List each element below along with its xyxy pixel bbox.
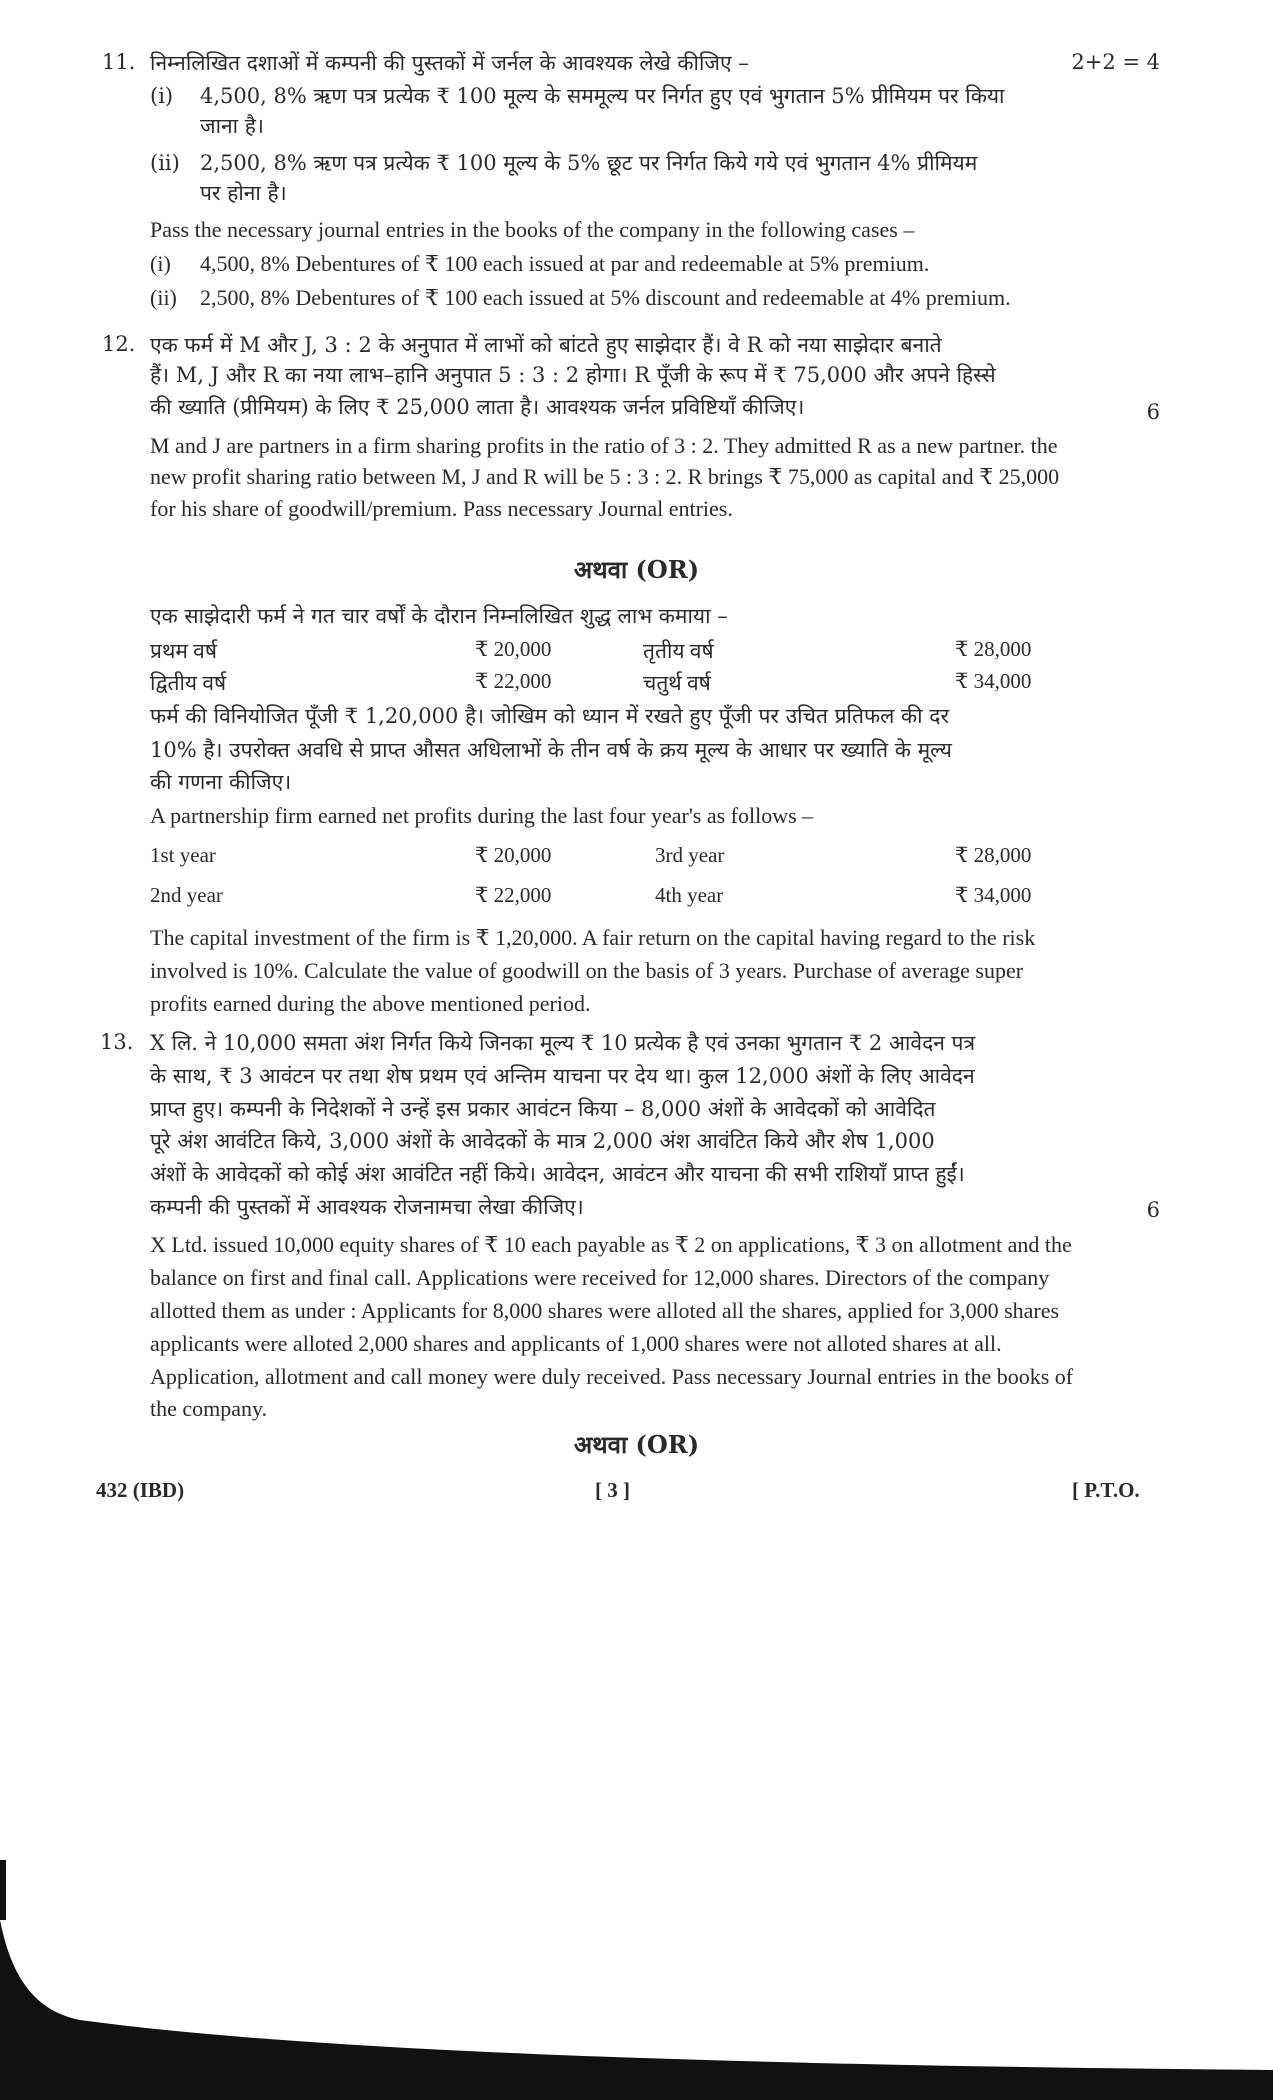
table-cell: 2nd year xyxy=(150,883,223,907)
table-cell: ₹ 28,000 xyxy=(955,637,1032,661)
or-en-stem: A partnership firm earned net profits during the last four year's as follows – xyxy=(150,803,814,828)
question-en-text: M and J are partners in a firm sharing profits in the ratio of 3 : 2. They admitted R as a new partner. the xyxy=(150,433,1058,458)
question-hi-text: अंशों के आवेदकों को कोई अंश आवंटित नहीं किये। आवेदन, आवंटन और याचना की सभी राशियाँ प्राप्त हुईं। xyxy=(150,1162,965,1186)
pto-label: [ P.T.O. xyxy=(1072,1478,1140,1502)
option-label: (i) xyxy=(150,251,171,276)
question-hi-text: एक फर्म में M और J, 3 : 2 के अनुपात में लाभों को बांटते हुए साझेदार हैं। वे R को नया साझेदार बनाते xyxy=(150,333,942,357)
question-en-text: allotted them as under : Applicants for 8,000 shares were alloted all the shares, applied for 3,000 shares xyxy=(150,1298,1060,1323)
question-hi-text: पूरे अंश आवंटित किये, 3,000 अंशों के आवेदकों के मात्र 2,000 अंश आवंटित किये और शेष 1,000 xyxy=(150,1129,935,1153)
table-cell: चतुर्थ वर्ष xyxy=(643,671,711,695)
or-heading: अथवा (OR) xyxy=(573,555,700,584)
question-en-text: X Ltd. issued 10,000 equity shares of ₹ 10 each payable as ₹ 2 on applications, ₹ 3 on allotment and the xyxy=(150,1232,1072,1257)
marks-label: 2+2 = 4 xyxy=(1071,50,1160,74)
or-hi-text: 10% है। उपरोक्त अवधि से प्राप्त औसत अधिलाभों के तीन वर्ष के क्रय मूल्य के आधार पर ख्याति के मूल्य xyxy=(150,738,952,762)
question-number: 13. xyxy=(100,1030,134,1054)
question-en-text: for his share of goodwill/premium. Pass necessary Journal entries. xyxy=(150,496,733,521)
option-text: पर होना है। xyxy=(200,181,287,205)
paper-code: 432 (IBD) xyxy=(96,1478,185,1502)
table-cell: प्रथम वर्ष xyxy=(150,639,217,663)
question-en-text: the company. xyxy=(150,1396,268,1421)
question-hi-text: X लि. ने 10,000 समता अंश निर्गत किये जिनका मूल्य ₹ 10 प्रत्येक है एवं उनका भुगतान ₹ 2 आवेदन पत्र xyxy=(150,1031,976,1055)
option-label: (i) xyxy=(150,84,174,108)
table-cell: ₹ 34,000 xyxy=(955,669,1032,693)
question-hi-stem: निम्नलिखित दशाओं में कम्पनी की पुस्तकों में जर्नल के आवश्यक लेखे कीजिए – xyxy=(150,51,749,75)
question-hi-text: प्राप्त हुए। कम्पनी के निदेशकों ने उन्हें इस प्रकार आवंटन किया – 8,000 अंशों के आवेदकों को आवेदित xyxy=(150,1097,936,1121)
question-en-text: new profit sharing ratio between M, J and R will be 5 : 3 : 2. R brings ₹ 75,000 as capital and ₹ 25,000 xyxy=(150,464,1060,489)
question-en-text: Application, allotment and call money were duly received. Pass necessary Journal entries in the books of xyxy=(150,1364,1074,1389)
option-label: (ii) xyxy=(150,285,177,310)
question-hi-text: कम्पनी की पुस्तकों में आवश्यक रोजनामचा लेखा कीजिए। xyxy=(150,1195,584,1219)
question-hi-text: की ख्याति (प्रीमियम) के लिए ₹ 25,000 लाता है। आवश्यक जर्नल प्रविष्टियाँ कीजिए। xyxy=(150,395,805,419)
marks-label: 6 xyxy=(1146,400,1160,424)
marks-label: 6 xyxy=(1146,1198,1160,1222)
question-hi-text: के साथ, ₹ 3 आवंटन पर तथा शेष प्रथम एवं अन्तिम याचना पर देय था। कुल 12,000 अंशों के लिए आवेदन xyxy=(150,1064,975,1088)
or-heading: अथवा (OR) xyxy=(573,1430,700,1459)
table-cell: 3rd year xyxy=(655,843,725,867)
option-text: 4,500, 8% ऋण पत्र प्रत्येक ₹ 100 मूल्य के सममूल्य पर निर्गत हुए एवं भुगतान 5% प्रीमियम पर किया xyxy=(200,84,1005,108)
or-hi-stem: एक साझेदारी फर्म ने गत चार वर्षों के दौरान निम्नलिखित शुद्ध लाभ कमाया – xyxy=(150,604,728,628)
table-cell: द्वितीय वर्ष xyxy=(150,671,227,695)
or-en-text: The capital investment of the firm is ₹ 1,20,000. A fair return on the capital having regard to the risk xyxy=(150,925,1036,950)
table-cell: ₹ 34,000 xyxy=(955,883,1032,907)
table-cell: तृतीय वर्ष xyxy=(643,639,714,663)
option-text: 2,500, 8% ऋण पत्र प्रत्येक ₹ 100 मूल्य के 5% छूट पर निर्गत किये गये एवं भुगतान 4% प्रीमियम xyxy=(200,151,978,175)
question-en-text: applicants were alloted 2,000 shares and applicants of 1,000 shares were not alloted shares at all. xyxy=(150,1331,1002,1356)
question-number: 12. xyxy=(102,332,136,356)
page-number: [ 3 ] xyxy=(595,1478,630,1502)
or-hi-text: की गणना कीजिए। xyxy=(150,770,292,794)
or-en-text: profits earned during the above mentioned period. xyxy=(150,991,591,1016)
table-cell: ₹ 22,000 xyxy=(475,883,552,907)
question-hi-text: हैं। M, J और R का नया लाभ–हानि अनुपात 5 : 3 : 2 होगा। R पूँजी के रूप में ₹ 75,000 और अपने हिस्से xyxy=(150,363,996,387)
or-en-text: involved is 10%. Calculate the value of goodwill on the basis of 3 years. Purchase of average super xyxy=(150,958,1024,983)
table-cell: ₹ 28,000 xyxy=(955,843,1032,867)
option-text: 2,500, 8% Debentures of ₹ 100 each issued at 5% discount and redeemable at 4% premium. xyxy=(200,285,1011,310)
scan-shadow xyxy=(0,1860,1273,2100)
table-cell: 4th year xyxy=(655,883,724,907)
option-label: (ii) xyxy=(150,151,180,175)
question-en-stem: Pass the necessary journal entries in the books of the company in the following cases – xyxy=(150,217,915,242)
table-cell: 1st year xyxy=(150,843,216,867)
option-text: 4,500, 8% Debentures of ₹ 100 each issued at par and redeemable at 5% premium. xyxy=(200,251,930,276)
option-text: जाना है। xyxy=(200,114,264,138)
or-hi-text: फर्म की विनियोजित पूँजी ₹ 1,20,000 है। जोखिम को ध्यान में रखते हुए पूँजी पर उचित प्रतिफल की दर xyxy=(150,704,950,728)
table-cell: ₹ 20,000 xyxy=(475,637,552,661)
table-cell: ₹ 20,000 xyxy=(475,843,552,867)
table-cell: ₹ 22,000 xyxy=(475,669,552,693)
question-en-text: balance on first and final call. Applications were received for 12,000 shares. Directors of the company xyxy=(150,1265,1050,1290)
question-number: 11. xyxy=(102,50,136,74)
